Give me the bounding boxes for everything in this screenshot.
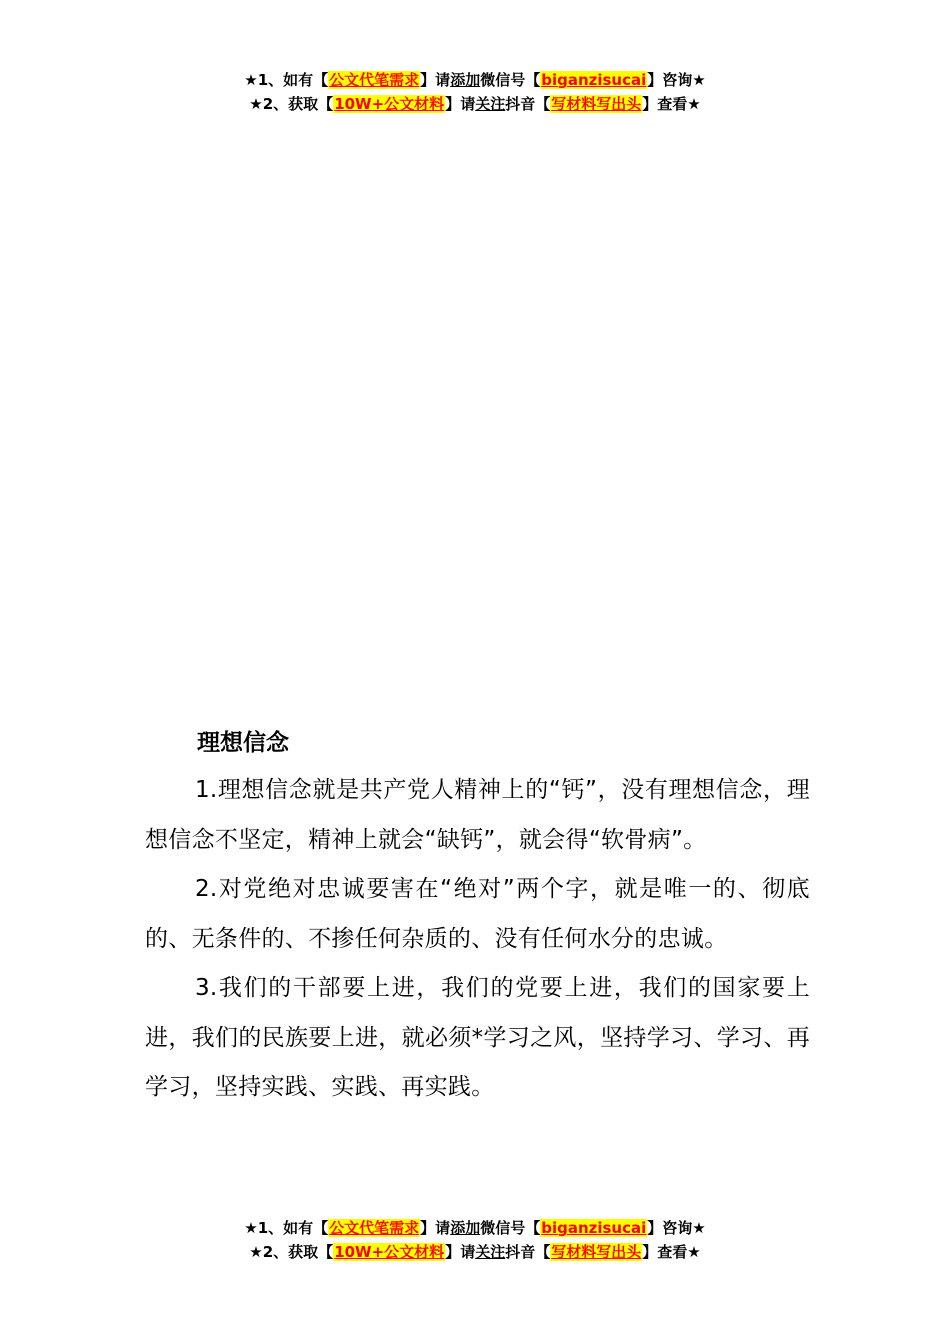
banner-text: 】咨询★ — [647, 71, 706, 89]
header-banner — [0, 68, 950, 116]
banner-text: 】查看★ — [642, 95, 701, 113]
banner-text: 】请 — [420, 71, 451, 89]
banner-text: 抖音【 — [505, 1243, 551, 1261]
banner-text: 】查看★ — [642, 1243, 701, 1261]
paragraph-1: 1.理想信念就是共产党人精神上的“钙”，没有理想信念，理想信念不坚定，精神上就会“缺钙”，就会得“软骨病”。 — [145, 777, 810, 853]
paragraph-2: 2.对党绝对忠诚要害在“绝对”两个字，就是唯一的、彻底的、无条件的、不掺任何杂质的、没有任何水分的忠诚。 — [145, 876, 810, 952]
banner-text: 】请 — [445, 95, 476, 113]
banner-emphasis: 关注 — [475, 1243, 506, 1261]
banner-text: 】请 — [445, 1243, 476, 1261]
highlight-materials: 10W+公文材料 — [334, 1243, 445, 1261]
banner-emphasis: 关注 — [475, 95, 506, 113]
banner-emphasis: 添加 — [450, 1219, 481, 1237]
banner-text: ★1、如有【 — [244, 1219, 329, 1237]
highlight-service: 公文代笔需求 — [329, 71, 420, 89]
banner-text: 】请 — [420, 1219, 451, 1237]
paragraph-3: 3.我们的干部要上进，我们的党要上进，我们的国家要上进，我们的民族要上进，就必须*学习之风，坚持学习、学习、再学习，坚持实践、实践、再实践。 — [145, 975, 810, 1100]
footer-banner — [0, 1216, 950, 1264]
highlight-service: 公文代笔需求 — [329, 1219, 420, 1237]
highlight-materials: 10W+公文材料 — [334, 95, 445, 113]
banner-text: 】咨询★ — [647, 1219, 706, 1237]
highlight-douyin: 写材料写出头 — [551, 95, 642, 113]
highlight-wechat-id: biganzisucai — [541, 1219, 647, 1237]
banner-text: 微信号【 — [480, 1219, 541, 1237]
banner-text: ★2、获取【 — [249, 95, 334, 113]
banner-text: 抖音【 — [505, 95, 551, 113]
banner-line-1 — [0, 1216, 950, 1240]
banner-text: 微信号【 — [480, 71, 541, 89]
document-body — [145, 720, 810, 1113]
banner-emphasis: 添加 — [450, 71, 481, 89]
banner-text: ★1、如有【 — [244, 71, 329, 89]
section-heading: 理想信念 — [197, 730, 289, 756]
banner-text: ★2、获取【 — [249, 1243, 334, 1261]
banner-line-1 — [0, 68, 950, 92]
highlight-wechat-id: biganzisucai — [541, 71, 647, 89]
highlight-douyin: 写材料写出头 — [551, 1243, 642, 1261]
banner-line-2 — [0, 92, 950, 116]
banner-line-2 — [0, 1240, 950, 1264]
